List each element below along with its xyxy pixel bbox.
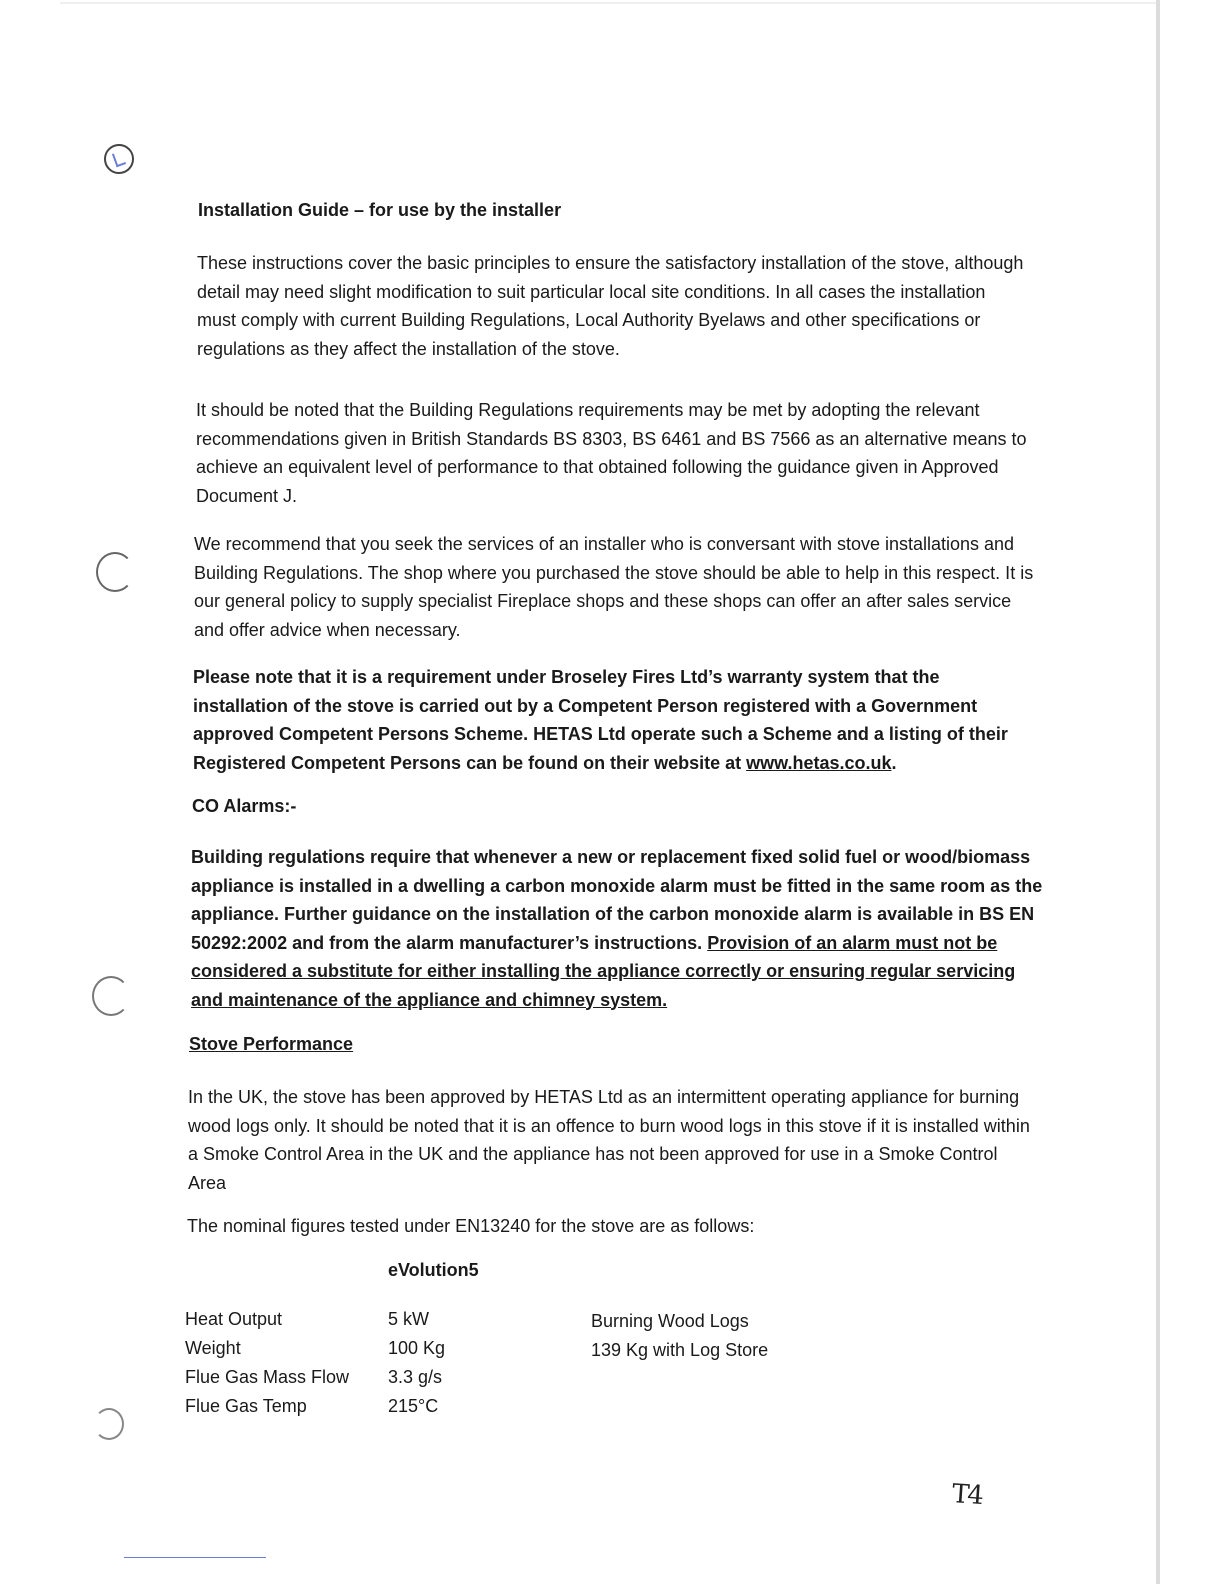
section-heading-stove-performance: Stove Performance	[189, 1034, 354, 1054]
spec-value: 5 kW	[388, 1309, 430, 1329]
spec-labels-column	[185, 1305, 349, 1421]
punch-hole-icon	[104, 144, 134, 174]
paragraph-building-regulations: It should be noted that the Building Regulations requirements may be met by adopting the relevant recommendations given in British Standards BS 8303, BS 6461 and BS 7566 as an alternative means to achieve an equivalent level of performance to that obtained following the guidance given in Approved Document J.	[196, 400, 1027, 506]
scan-edge-right	[1156, 0, 1160, 1584]
spec-model-name: eVolution5	[388, 1260, 479, 1280]
spec-label: Flue Gas Mass Flow	[185, 1367, 350, 1387]
paragraph-co-alarm-requirement	[191, 843, 1051, 1014]
spec-label: Weight	[185, 1338, 241, 1358]
footnote-rule	[124, 1557, 266, 1558]
hetas-website-link[interactable]: www.hetas.co.uk	[746, 752, 892, 773]
paragraph-warranty-note	[193, 663, 1013, 777]
punch-hole-icon	[94, 1408, 124, 1440]
section-heading-installation-guide: Installation Guide – for use by the installer	[198, 200, 562, 220]
scan-edge-top	[60, 2, 1160, 4]
spec-note: 139 Kg with Log Store	[591, 1340, 769, 1360]
spec-note: Burning Wood Logs	[591, 1311, 749, 1331]
paragraph-nominal-figures: The nominal figures tested under EN13240 for the stove are as follows:	[187, 1216, 755, 1236]
co-alarm-text: Building regulations require that whenever a new or replacement fixed solid fuel or wood/biomass appliance is installed in a dwelling a carbon monoxide alarm must be fitted in the same room as the appliance. Further guidance on the installation of the carbon monoxide alarm is available in BS EN 50292:2002 and from the alarm manufacturer’s instructions.	[191, 847, 1043, 953]
warranty-note-text: Please note that it is a requirement under Broseley Fires Ltd’s warranty system that the installation of the stove is carried out by a Competent Person registered with a Government approved Competent Persons Scheme. HETAS Ltd operate such a Scheme and a listing of their Registered Competent Persons can be found on their website at	[193, 667, 1008, 773]
paragraph-hetas-approval: In the UK, the stove has been approved by HETAS Ltd as an intermittent operating appliance for burning wood logs only. It should be noted that it is an offence to burn wood logs in this stove if it is installed within a Smoke Control Area in the UK and the appliance has not been approved for use in a Smoke Control Area	[188, 1087, 1030, 1193]
punch-hole-icon	[96, 552, 134, 592]
paragraph-basic-principles: These instructions cover the basic principles to ensure the satisfactory installation of the stove, although detail may need slight modification to suit particular local site conditions. In all cases the installation must comply with current Building Regulations, Local Authority Byelaws and other specifications or regulations as they affect the installation of the stove.	[197, 253, 1024, 359]
paragraph-installer-recommendation: We recommend that you seek the services of an installer who is conversant with stove installations and Building Regulations. The shop where you purchased the stove should be able to help in this respect. It is our general policy to supply specialist Fireplace shops and these shops can offer an after sales service and offer advice when necessary.	[194, 534, 1034, 640]
spec-value: 3.3 g/s	[388, 1367, 443, 1387]
warranty-note-end: .	[891, 752, 897, 773]
section-heading-co-alarms: CO Alarms:-	[192, 796, 297, 816]
spec-label: Heat Output	[185, 1309, 283, 1329]
spec-value: 100 Kg	[388, 1338, 446, 1358]
co-alarm-warning-underlined: Provision of an alarm must not be considered a substitute for either installing the appliance correctly or ensuring regular servicing and maintenance of the appliance and chimney system.	[191, 932, 1016, 1010]
spec-notes-column	[591, 1307, 768, 1365]
spec-values-column	[388, 1305, 445, 1421]
spec-value: 215°C	[388, 1396, 439, 1416]
spec-label: Flue Gas Temp	[185, 1396, 307, 1416]
punch-hole-icon	[92, 976, 130, 1016]
handwritten-page-number: T4	[950, 1478, 983, 1512]
